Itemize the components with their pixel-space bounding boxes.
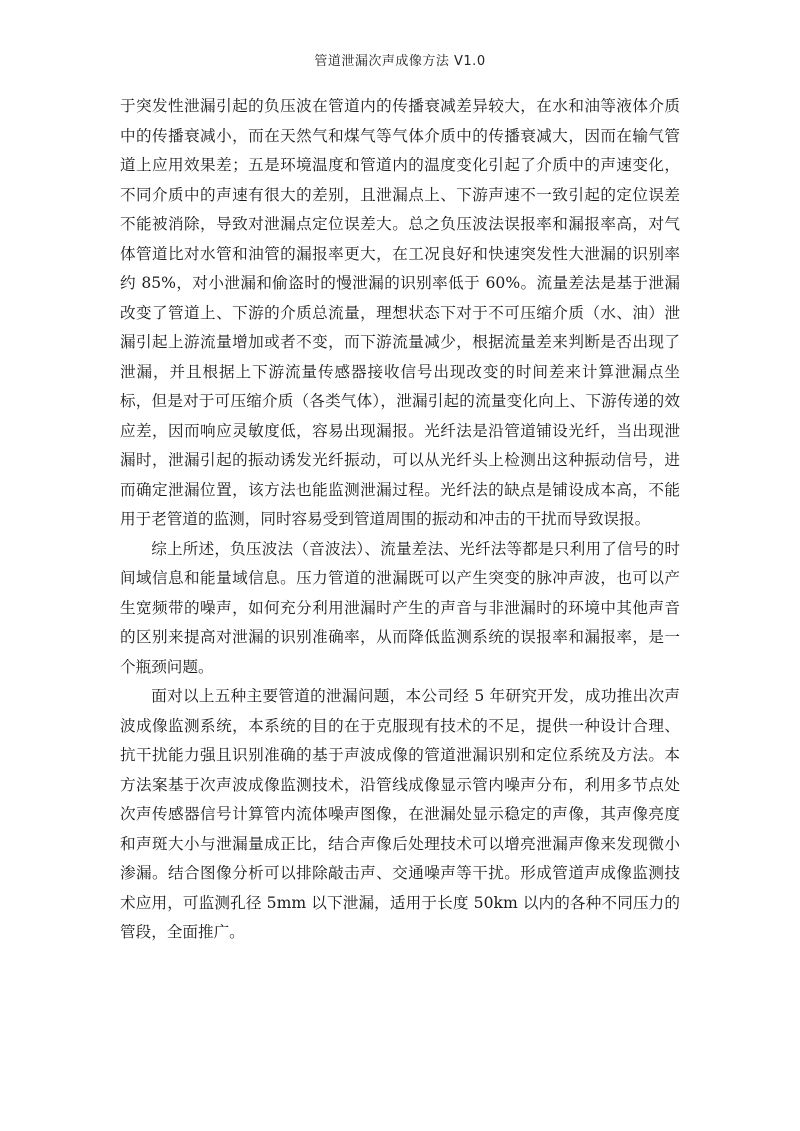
paragraph-continued: 于突发性泄漏引起的负压波在管道内的传播衰减差异较大，在水和油等液体介质中的传播衰减小，而在天然气和煤气等气体介质中的传播衰减大，因而在输气管道上应用效果差；五是环境温度和管道内的温度变化引起了介质中的声速变化，不同介质中的声速有很大的差别，且泄漏点上、下游声速不一致引起的定位误差不能被消除，导致对泄漏点定位误差大。总之负压波法误报率和漏报率高，对气体管道比对水管和油管的漏报率更大，在工况良好和快速突发性大泄漏的识别率约 85%，对小泄漏和偷盗时的慢泄漏的识别率低于 60%。流量差法是基于泄漏改变了管道上、下游的介质总流量，理想状态下对于不可压缩介质（水、油）泄漏引起上游流量增加或者不变，而下游流量减少，根据流量差来判断是否出现了泄漏，并且根据上下游流量传感器接收信号出现改变的时间差来计算泄漏点坐标，但是对于可压缩介质（各类气体），泄漏引起的流量变化向上、下游传递的效应差，因而响应灵敏度低，容易出现漏报。光纤法是沿管道铺设光纤，当出现泄漏时，泄漏引起的振动诱发光纤振动，可以从光纤头上检测出这种振动信号，进而确定泄漏位置，该方法也能监测泄漏过程。光纤法的缺点是铺设成本高，不能用于老管道的监测，同时容易受到管道周围的振动和冲击的干扰而导致误报。 [120,97,680,528]
paragraph-solution: 面对以上五种主要管道的泄漏问题，本公司经 5 年研究开发，成功推出次声波成像监测系统，本系统的目的在于克服现有技术的不足，提供一种设计合理、抗干扰能力强且识别准确的基于声波成像的管道泄漏识别和定位系统及方法。本方法案基于次声波成像监测技术，沿管线成像显示管内噪声分布，利用多节点处次声传感器信号计算管内流体噪声图像，在泄漏处显示稳定的声像，其声像亮度和声斑大小与泄漏量成正比，结合声像后处理技术可以增亮泄漏声像来发现微小渗漏。结合图像分析可以排除敲击声、交通噪声等干扰。形成管道声成像监测技术应用，可监测孔径 5mm 以下泄漏，适用于长度 50km 以内的各种不同压力的管段，全面推广。 [120,687,680,941]
paragraph-summary: 综上所述，负压波法（音波法）、流量差法、光纤法等都是只利用了信号的时间域信息和能量域信息。压力管道的泄漏既可以产生突变的脉冲声波，也可以产生宽频带的噪声，如何充分利用泄漏时产生的声音与非泄漏时的环境中其他声音的区别来提高对泄漏的识别准确率，从而降低监测系统的误报率和漏报率，是一个瓶颈问题。 [120,539,680,676]
document-body [120,92,680,948]
page-header-title: 管道泄漏次声成像方法 V1.0 [314,54,486,69]
